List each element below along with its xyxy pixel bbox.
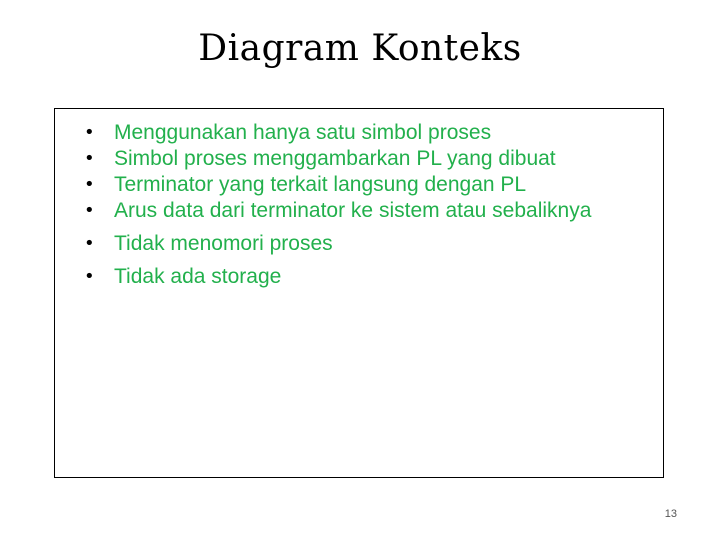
bullet-text: Tidak ada storage [114,265,282,288]
bullet-icon: • [84,266,95,287]
list-item [84,198,654,224]
list-item [84,172,654,198]
slide-title: Diagram Konteks [198,28,522,69]
page-number: 13 [664,508,677,520]
bullet-text: Simbol proses menggambarkan PL yang dibuat [114,147,556,170]
bullet-icon: • [84,233,95,254]
bullet-list [84,120,654,290]
bullet-icon: • [84,122,95,143]
list-item [84,120,654,146]
list-item [84,231,654,257]
bullet-icon: • [84,148,95,169]
bullet-text: Arus data dari terminator ke sistem atau sebaliknya [114,199,592,222]
bullet-icon: • [84,200,95,221]
bullet-text: Tidak menomori proses [114,232,333,255]
bullet-text: Terminator yang terkait langsung dengan PL [114,173,527,196]
bullet-icon: • [84,174,95,195]
list-item [84,146,654,172]
list-item [84,264,654,290]
bullet-text: Menggunakan hanya satu simbol proses [114,121,492,144]
